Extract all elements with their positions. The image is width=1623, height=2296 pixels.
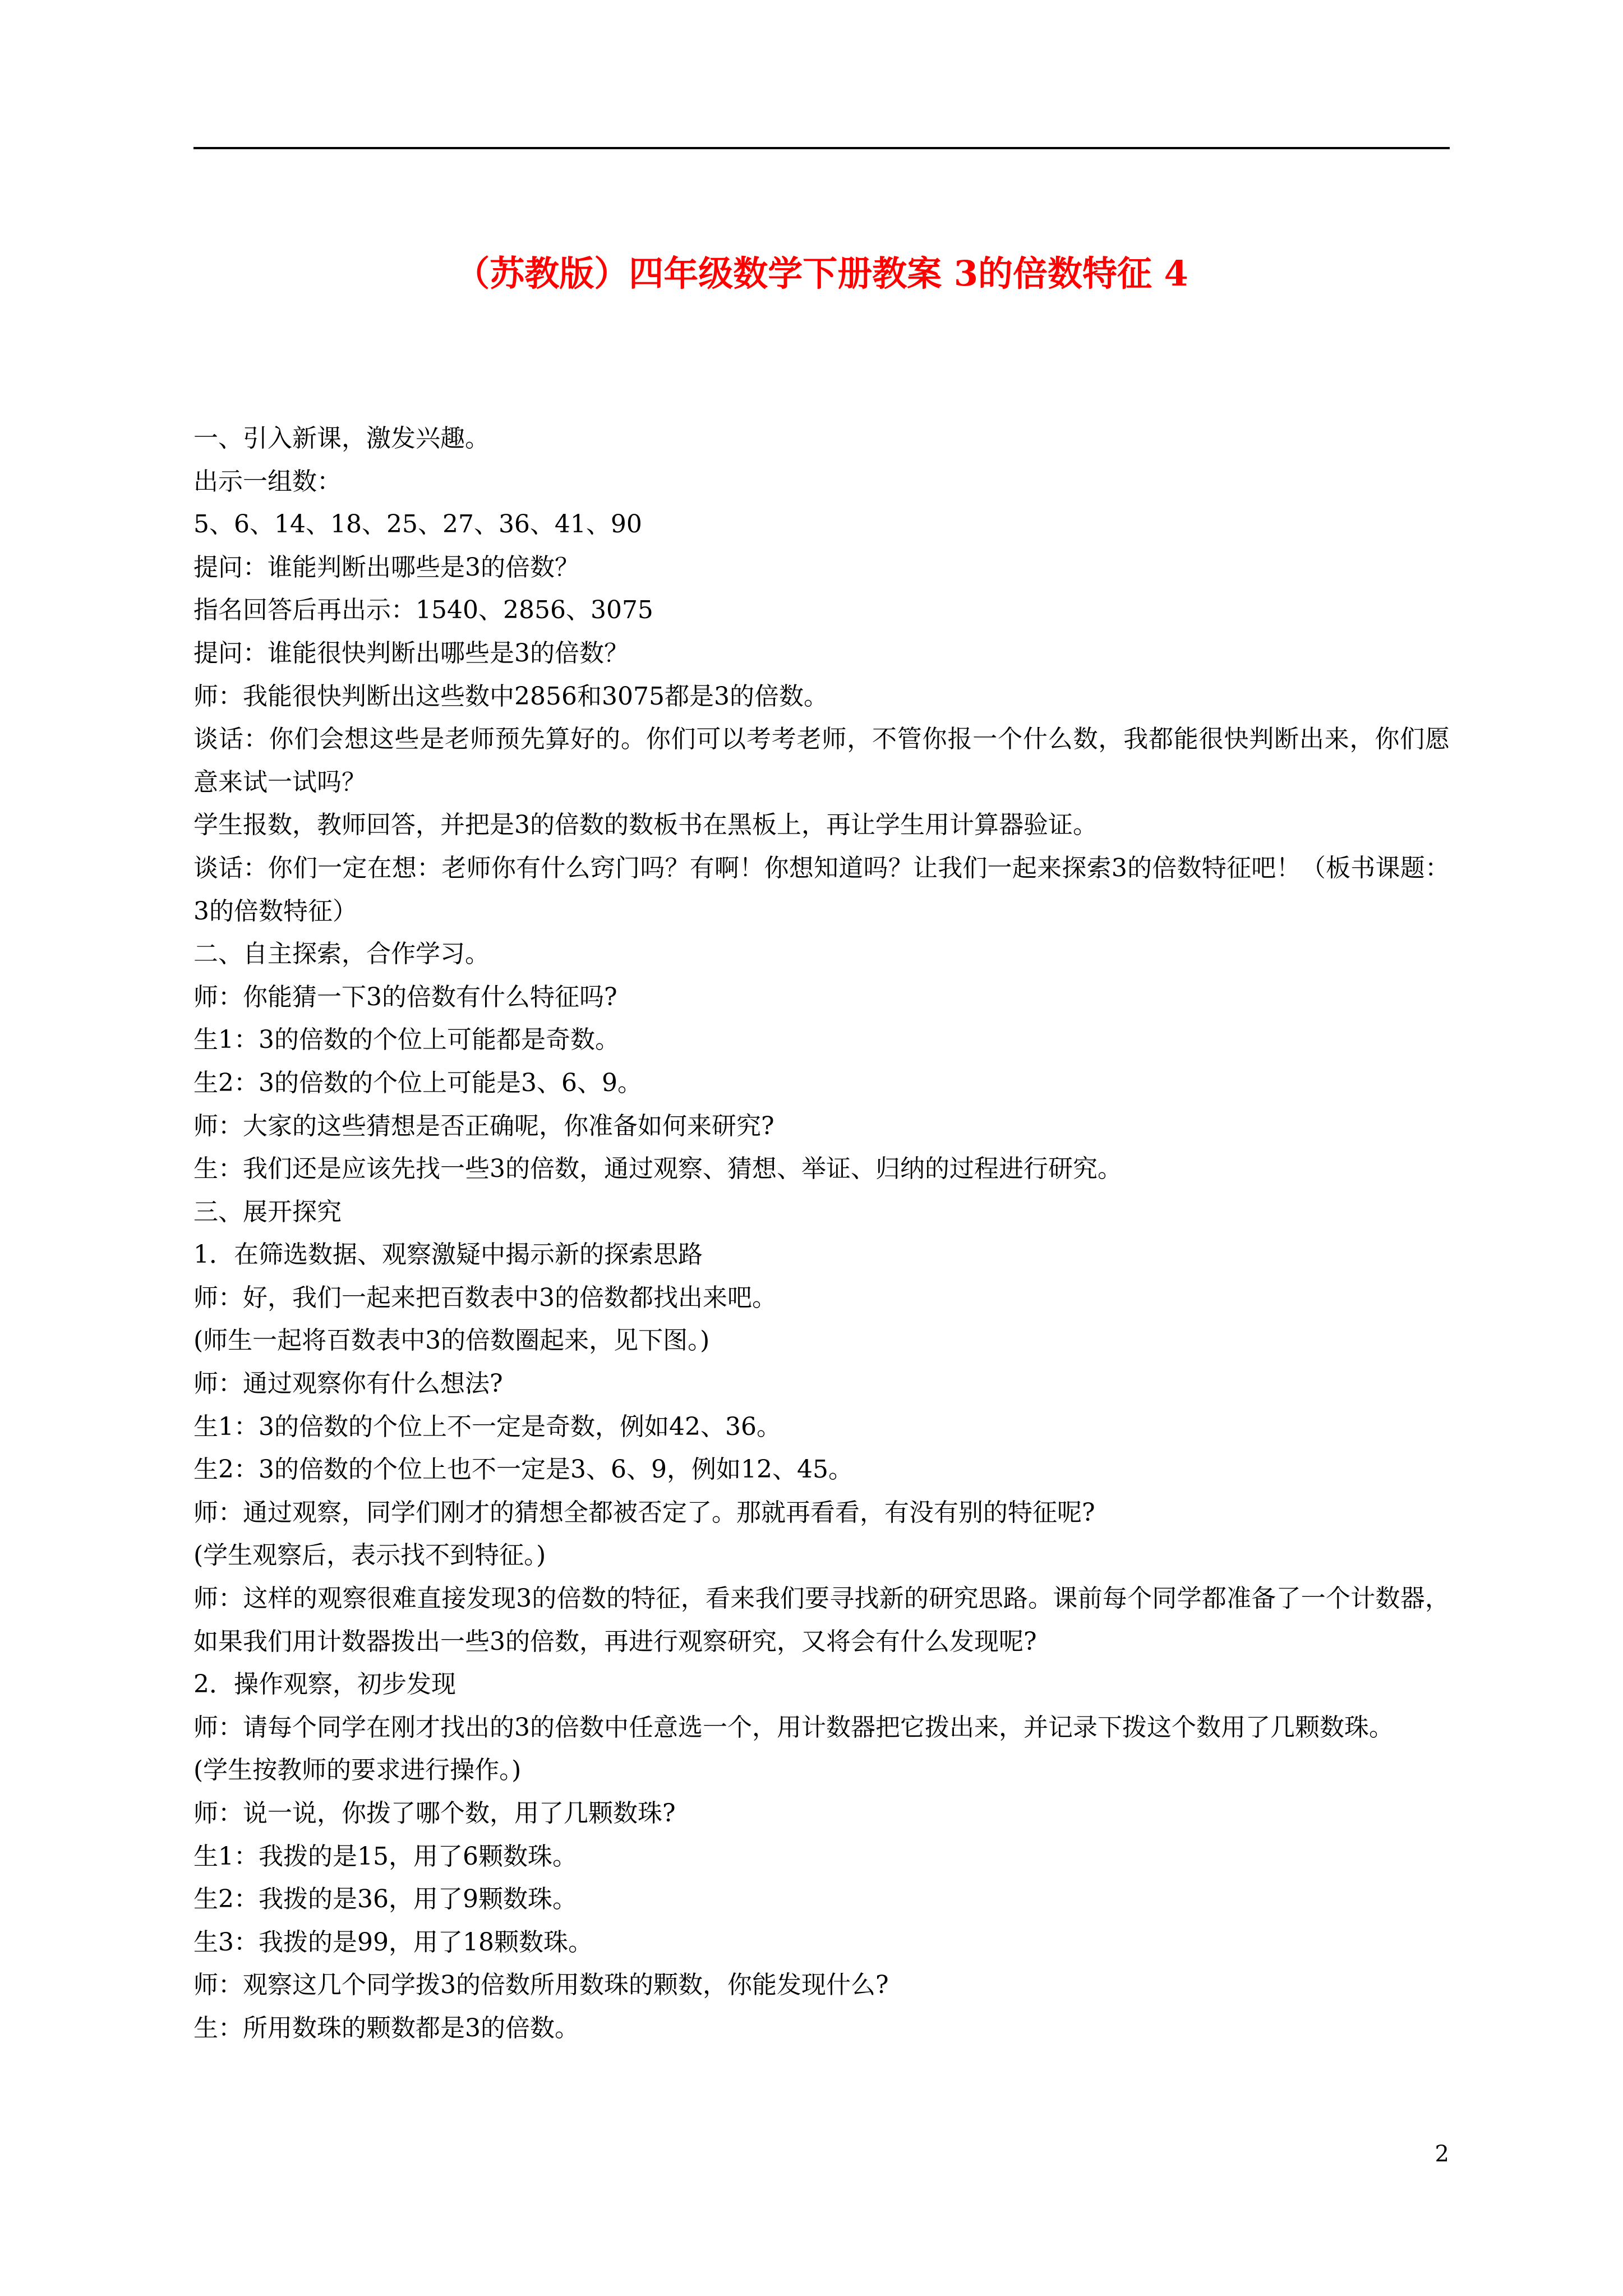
paragraph: (师生一起将百数表中3的倍数圈起来，见下图。) xyxy=(193,1326,710,1355)
paragraph: 师：说一说，你拨了哪个数，用了几颗数珠? xyxy=(193,1799,676,1828)
paragraph: 出示一组数： xyxy=(193,467,342,496)
document-body xyxy=(193,417,1450,2050)
subsection-heading: 1．在筛选数据、观察激疑中揭示新的探索思路 xyxy=(193,1240,703,1269)
paragraph: (学生按教师的要求进行操作。) xyxy=(193,1756,522,1785)
paragraph: 生：我们还是应该先找一些3的倍数，通过观察、猜想、举证、归纳的过程进行研究。 xyxy=(193,1154,1122,1184)
paragraph: 师：大家的这些猜想是否正确呢，你准备如何来研究? xyxy=(193,1111,774,1140)
paragraph: 生2：3的倍数的个位上可能是3、6、9。 xyxy=(193,1068,642,1097)
paragraph: 生2：我拨的是36，用了9颗数珠。 xyxy=(193,1885,577,1914)
paragraph: 师：你能猜一下3的倍数有什么特征吗? xyxy=(193,982,617,1011)
paragraph: 学生报数，教师回答，并把是3的倍数的数板书在黑板上，再让学生用计算器验证。 xyxy=(193,811,1098,840)
paragraph: 生1：我拨的是15，用了6颗数珠。 xyxy=(193,1842,577,1871)
paragraph: 生2：3的倍数的个位上也不一定是3、6、9，例如12、45。 xyxy=(193,1455,853,1484)
paragraph: 一、引入新课，激发兴趣。 xyxy=(193,424,490,453)
document-title: （苏教版）四年级数学下册教案 3的倍数特征 4 xyxy=(455,253,1188,294)
paragraph: 师：观察这几个同学拨3的倍数所用数珠的颗数，你能发现什么? xyxy=(193,1971,889,2000)
paragraph: 师：请每个同学在刚才找出的3的倍数中任意选一个，用计数器把它拨出来，并记录下拨这个数用了几颗数珠。 xyxy=(193,1713,1394,1742)
paragraph: 师：我能很快判断出这些数中2856和3075都是3的倍数。 xyxy=(193,682,828,711)
paragraph: 指名回答后再出示：1540、2856、3075 xyxy=(193,596,653,625)
paragraph: (学生观察后，表示找不到特征。) xyxy=(193,1541,546,1570)
paragraph: 师：好，我们一起来把百数表中3的倍数都找出来吧。 xyxy=(193,1283,777,1312)
paragraph: 师：通过观察你有什么想法? xyxy=(193,1369,503,1398)
page-number: 2 xyxy=(1435,2141,1449,2167)
subsection-heading: 2．操作观察，初步发现 xyxy=(193,1670,456,1699)
section-heading: 二、自主探索，合作学习。 xyxy=(193,940,490,969)
paragraph: 提问：谁能很快判断出哪些是3的倍数？ xyxy=(193,638,629,668)
paragraph: 提问：谁能判断出哪些是3的倍数？ xyxy=(193,553,579,582)
paragraph: 师：这样的观察很难直接发现3的倍数的特征，看来我们要寻找新的研究思路。课前每个同学都准备了一个计数器，如果我们用计数器拨出一些3的倍数，再进行观察研究，又将会有什么发现呢? xyxy=(193,1584,1450,1656)
paragraph: 谈话：你们一定在想：老师你有什么窍门吗？有啊！你想知道吗？让我们一起来探索3的倍数特征吧！（板书课题：3的倍数特征） xyxy=(193,853,1450,926)
paragraph: 生：所用数珠的颗数都是3的倍数。 xyxy=(193,2013,579,2042)
paragraph: 生1：3的倍数的个位上不一定是奇数，例如42、36。 xyxy=(193,1412,781,1441)
section-heading: 三、展开探究 xyxy=(193,1197,342,1226)
paragraph: 谈话：你们会想这些是老师预先算好的。你们可以考考老师，不管你报一个什么数，我都能很快判断出来，你们愿意来试一试吗？ xyxy=(193,725,1450,797)
paragraph: 生3：我拨的是99，用了18颗数珠。 xyxy=(193,1927,593,1957)
paragraph: 师：通过观察，同学们刚才的猜想全都被否定了。那就再看看，有没有别的特征呢? xyxy=(193,1498,1095,1527)
paragraph: 生1：3的倍数的个位上可能都是奇数。 xyxy=(193,1025,620,1055)
header-rule xyxy=(193,147,1450,149)
paragraph: 5、6、14、18、25、27、36、41、90 xyxy=(193,510,642,539)
